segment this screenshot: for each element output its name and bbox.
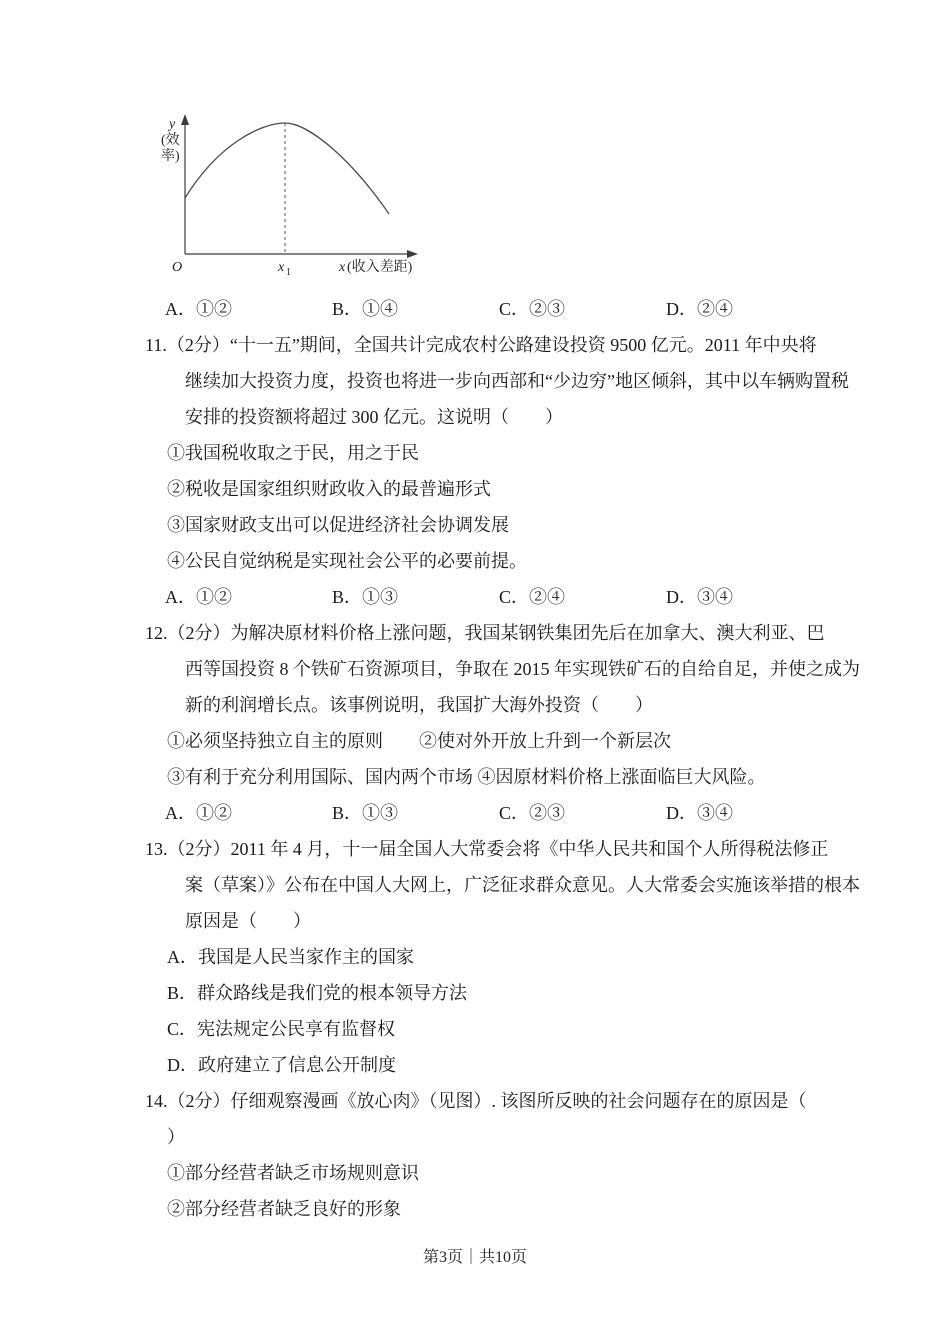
- q10-option-b: B．①④: [332, 299, 399, 319]
- question-12: [145, 615, 860, 831]
- question-14: [145, 1083, 850, 1227]
- q11-option-b: B．①③: [332, 587, 399, 607]
- q12-option-d: D．③④: [666, 803, 733, 823]
- inverted-u-curve: [185, 123, 389, 214]
- x-axis-arrow-icon: [407, 250, 418, 258]
- x-axis-label: (收入差距): [347, 260, 413, 275]
- q12-options-row: [165, 795, 850, 831]
- q13-stem-line: 案（草案）》公布在中国人大网上，广泛征求群众意见。人大常委会实施该举措的根本: [185, 875, 860, 895]
- q14-statement-1: ①部分经营者缺乏市场规则意识: [167, 1163, 419, 1183]
- q10-option-c: C．②③: [499, 299, 566, 319]
- y-axis-variable: y: [169, 117, 176, 132]
- q13-choice-b: B．群众路线是我们党的根本领导方法: [167, 983, 468, 1003]
- q11-option-c: C．②④: [499, 587, 566, 607]
- q12-stem-line: 新的利润增长点。该事例说明，我国扩大海外投资（ ）: [185, 695, 653, 715]
- q10-option-a: A．①②: [165, 299, 232, 319]
- q11-statement-2: ②税收是国家组织财政收入的最普遍形式: [167, 479, 491, 499]
- question-11: [145, 327, 850, 615]
- page-footer: [0, 1244, 950, 1267]
- efficiency-income-gap-figure: [147, 108, 850, 283]
- q12-stem-line: 12.（2分）为解决原材料价格上涨问题，我国某钢铁集团先后在加拿大、澳大利亚、巴: [145, 623, 825, 643]
- page-number: 第3页｜共10页: [422, 1249, 527, 1266]
- q13-choice-c: C．宪法规定公民享有监督权: [167, 1019, 396, 1039]
- question-13: [145, 831, 860, 1083]
- q11-statement-3: ③国家财政支出可以促进经济社会协调发展: [167, 515, 509, 535]
- q12-option-a: A．①②: [165, 803, 232, 823]
- exam-content: [145, 108, 860, 1227]
- y-axis-arrow-icon: [181, 114, 189, 125]
- y-axis-label-line1: (效: [161, 133, 180, 148]
- q10-options-row: [165, 291, 850, 327]
- q13-choice-d: D．政府建立了信息公开制度: [167, 1055, 396, 1075]
- q13-stem-line: 原因是（ ）: [185, 911, 311, 931]
- peak-x-subscript: 1: [286, 267, 291, 278]
- q12-stem-line: 西等国投资 8 个铁矿石资源项目，争取在 2015 年实现铁矿石的自给自足，并使之成为: [185, 659, 860, 679]
- q12-statements-3-4: ③有利于充分利用国际、国内两个市场 ④因原材料价格上涨面临巨大风险。: [167, 767, 766, 787]
- q14-stem-line: ）: [167, 1127, 185, 1147]
- q11-option-a: A．①②: [165, 587, 232, 607]
- q11-statement-1: ①我国税收取之于民，用之于民: [167, 443, 419, 463]
- q11-options-row: [165, 579, 850, 615]
- q14-statement-2: ②部分经营者缺乏良好的形象: [167, 1199, 401, 1219]
- kuznets-curve-svg: [147, 108, 447, 283]
- peak-x-variable: x: [278, 260, 285, 275]
- q12-option-c: C．②③: [499, 803, 566, 823]
- q12-option-b: B．①③: [332, 803, 399, 823]
- q13-stem-line: 13.（2分）2011 年 4 月，十一届全国人大常委会将《中华人民共和国个人所得税法修正: [145, 839, 829, 859]
- q11-option-d: D．③④: [666, 587, 733, 607]
- q11-statement-4: ④公民自觉纳税是实现社会公平的必要前提。: [167, 551, 527, 571]
- q11-stem-line: 安排的投资额将超过 300 亿元。这说明（ ）: [185, 407, 563, 427]
- y-axis-label-line2: 率): [161, 149, 180, 164]
- q10-option-d: D．②④: [666, 299, 733, 319]
- q11-stem-line: 继续加大投资力度，投资也将进一步向西部和“少边穷”地区倾斜，其中以车辆购置税: [185, 371, 849, 391]
- q12-statements-1-2: ①必须坚持独立自主的原则 ②使对外开放上升到一个新层次: [167, 731, 671, 751]
- x-axis-variable: x: [339, 260, 346, 275]
- origin-label: O: [172, 260, 183, 275]
- q13-choice-a: A．我国是人民当家作主的国家: [167, 947, 414, 967]
- q11-stem-line: 11.（2分）“十一五”期间，全国共计完成农村公路建设投资 9500 亿元。2011 年中央将: [145, 335, 817, 355]
- q14-stem-line: 14.（2分）仔细观察漫画《放心肉》（见图）. 该图所反映的社会问题存在的原因是（: [145, 1091, 807, 1111]
